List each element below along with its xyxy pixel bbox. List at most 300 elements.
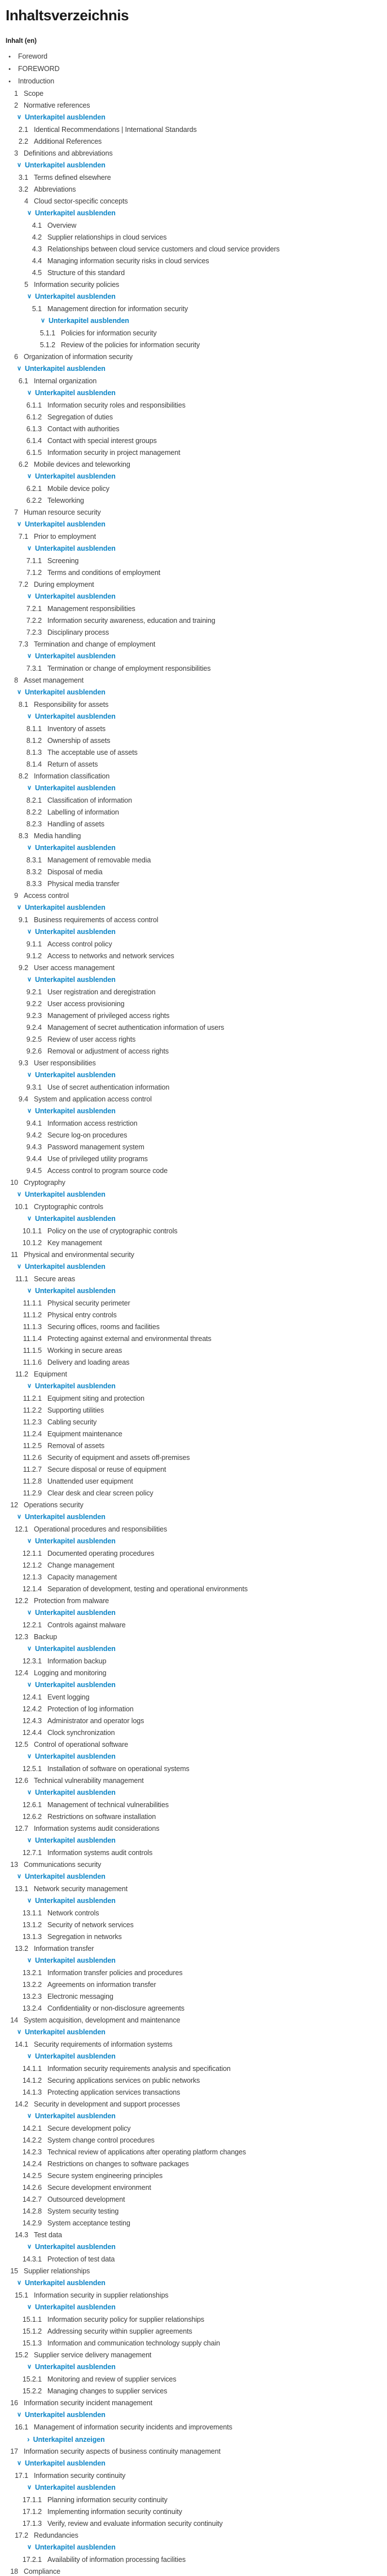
subchapter-hide-toggle[interactable] [6,210,381,218]
toc-item-15.2.2[interactable] [6,2388,381,2396]
toc-item-7.1.1[interactable] [6,557,381,565]
subchapter-hide-toggle[interactable] [6,593,381,601]
subchapter-toggle-label: Unterkapitel ausblenden [34,1752,116,1760]
toc-item-7.2.3[interactable] [6,629,381,637]
toc-item-14.2.1[interactable] [6,2125,381,2133]
toc-item-number: 4.3 [32,245,42,253]
toc-item-13.2.4[interactable] [6,2005,381,2013]
subchapter-hide-toggle[interactable] [6,473,381,481]
toc-item-label: Backup [34,1633,58,1641]
subchapter-hide-toggle[interactable] [6,2460,381,2468]
toc-item-8.2[interactable] [6,773,381,781]
toc-item-number: 13.1.1 [22,1909,42,1917]
toc-item-11.2.5[interactable] [6,1442,381,1450]
toc-item-14.1.1[interactable] [6,2065,381,2073]
toc-item-7.1.2[interactable] [6,569,381,577]
toc-item-14.2.7[interactable] [6,2196,381,2204]
toc-item-2.1[interactable] [6,126,381,134]
toc-item-3.1[interactable] [6,174,381,182]
toc-item-12.4.2[interactable] [6,1706,381,1714]
toc-item-12.1.3[interactable] [6,1574,381,1582]
toc-item-6.1.4[interactable] [6,437,381,445]
toc-item-label: Relationships between cloud service customers and cloud service providers [47,245,280,253]
subchapter-hide-toggle[interactable] [6,976,381,985]
toc-item-label: Protection from malware [34,1597,109,1605]
toc-item-10.1.1[interactable] [6,1228,381,1236]
toc-item-label: Information transfer policies and procedures [47,1969,183,1977]
toc-item-9.2.2[interactable] [6,1001,381,1008]
toc-item-13.2.3[interactable] [6,1993,381,2001]
toc-item-9.2.1[interactable] [6,989,381,997]
toc-item-12.1.2[interactable] [6,1562,381,1570]
toc-item-number: 12.6 [15,1777,28,1785]
toc-item-label: Handling of assets [47,820,105,828]
toc-item-6.2.1[interactable] [6,485,381,493]
toc-item-10.1[interactable] [6,1203,381,1211]
toc-item-17.2.1[interactable] [6,2556,381,2564]
toc-item-2[interactable] [6,102,381,110]
toc-item-11.2.4[interactable] [6,1431,381,1439]
toc-item-8.1.3[interactable] [6,749,381,757]
toc-item-12.3[interactable] [6,1634,381,1641]
subchapter-toggle-label: Unterkapitel ausblenden [34,293,116,300]
toc-item-12.4.4[interactable] [6,1729,381,1737]
toc-item-label: Classification of information [47,796,132,804]
subchapter-hide-toggle[interactable] [6,1837,381,1845]
toc-item-2.2[interactable] [6,138,381,146]
toc-item-12[interactable] [6,1502,381,1510]
toc-item-4.1[interactable] [6,222,381,230]
toc-item-12.6[interactable] [6,1777,381,1785]
toc-front-item-foreword[interactable] [6,65,381,74]
chevron-down-icon: ∨ [27,2484,32,2491]
subchapter-hide-toggle[interactable] [6,2304,381,2312]
subchapter-hide-toggle[interactable] [6,1609,381,1618]
toc-front-item-foreword[interactable] [6,53,381,61]
toc-item-7.2[interactable] [6,581,381,589]
toc-item-11.1.3[interactable] [6,1324,381,1331]
toc-item-label: Management responsibilities [47,605,135,613]
toc-item-9.2.4[interactable] [6,1024,381,1032]
toc-item-number: 11.1.1 [23,1299,42,1307]
subchapter-hide-toggle[interactable] [6,293,381,302]
toc-item-8.2.1[interactable] [6,797,381,805]
subchapter-toggle-label: Unterkapitel ausblenden [24,2411,105,2419]
toc-item-12.1.4[interactable] [6,1586,381,1594]
chevron-down-icon: ∨ [27,976,32,983]
toc-item-number: 9.1.1 [26,940,42,948]
subchapter-hide-toggle[interactable] [6,2484,381,2493]
toc-item-number: 11.1.4 [23,1335,42,1343]
toc-item-12.7[interactable] [6,1825,381,1833]
subchapter-hide-toggle[interactable] [6,2363,381,2372]
toc-item-8.2.3[interactable] [6,821,381,829]
toc-item-13.1.2[interactable] [6,1922,381,1929]
toc-item-13.2.1[interactable] [6,1969,381,1977]
subchapter-hide-toggle[interactable] [6,1287,381,1296]
toc-item-number: 11.1.5 [23,1347,42,1355]
toc-item-number: 12.2.1 [22,1621,42,1629]
toc-item-12.6.2[interactable] [6,1813,381,1821]
toc-item-7.2.2[interactable] [6,617,381,625]
toc-item-number: 13.2.4 [22,2004,42,2012]
toc-item-label: The acceptable use of assets [47,749,138,756]
toc-item-8.3.1[interactable] [6,857,381,865]
toc-item-label: Structure of this standard [47,269,125,277]
toc-item-9.1.2[interactable] [6,953,381,961]
toc-item-7.1[interactable] [6,533,381,541]
toc-item-label: Internal organization [34,377,97,385]
toc-item-label: Screening [47,557,79,565]
toc-item-number: 6.1.2 [26,413,42,421]
toc-item-9.3.1[interactable] [6,1084,381,1092]
toc-item-14.2.8[interactable] [6,2208,381,2216]
toc-item-12.7.1[interactable] [6,1849,381,1857]
subchapter-show-toggle[interactable] [6,2436,381,2444]
subchapter-hide-toggle[interactable] [6,1873,381,1882]
subchapter-hide-toggle[interactable] [6,1957,381,1966]
chevron-down-icon: ∨ [27,1753,32,1760]
toc-item-13.2[interactable] [6,1945,381,1953]
toc-item-14.2.3[interactable] [6,2149,381,2157]
toc-item-label: Supplier relationships [24,2267,90,2275]
toc-item-number: 7.2.3 [26,628,42,636]
toc-item-9.4.3[interactable] [6,1144,381,1152]
subchapter-hide-toggle[interactable] [6,365,381,374]
subchapter-hide-toggle[interactable] [6,545,381,554]
toc-item-13.2.2[interactable] [6,1981,381,1989]
subchapter-hide-toggle[interactable] [6,928,381,937]
toc-item-8.1.4[interactable] [6,761,381,769]
toc-item-7[interactable] [6,509,381,517]
toc-item-7.3[interactable] [6,641,381,649]
toc-item-label: Information and communication technology supply chain [47,2339,220,2347]
toc-item-11.1.1[interactable] [6,1300,381,1308]
toc-item-11.1.6[interactable] [6,1359,381,1367]
subchapter-hide-toggle[interactable] [6,1108,381,1116]
toc-item-17.1.3[interactable] [6,2520,381,2528]
toc-item-17.1.2[interactable] [6,2508,381,2516]
toc-item-6.1.1[interactable] [6,402,381,410]
subchapter-hide-toggle[interactable] [6,2053,381,2061]
toc-item-6.1.5[interactable] [6,449,381,457]
toc-item-13.1.3[interactable] [6,1933,381,1941]
subchapter-toggle-label: Unterkapitel ausblenden [34,2484,116,2491]
toc-item-7.2.1[interactable] [6,605,381,613]
toc-item-9.4.5[interactable] [6,1167,381,1175]
toc-item-4.2[interactable] [6,234,381,242]
subchapter-hide-toggle[interactable] [6,2544,381,2552]
toc-item-15.1.3[interactable] [6,2340,381,2348]
subchapter-hide-toggle[interactable] [6,1263,381,1272]
toc-item-label: Information security in project management [47,449,181,457]
subchapter-toggle-label: Unterkapitel ausblenden [34,2243,116,2251]
toc-front-item-introduction[interactable] [6,78,381,86]
toc-item-14.2.6[interactable] [6,2184,381,2192]
subchapter-hide-toggle[interactable] [6,1681,381,1690]
toc-item-number: 8.1.2 [26,737,42,745]
toc-item-17.2[interactable] [6,2532,381,2540]
toc-item-label: Secure areas [34,1275,76,1283]
subchapter-hide-toggle[interactable] [6,1191,381,1200]
subchapter-hide-toggle[interactable] [6,2029,381,2037]
toc-item-14.1.2[interactable] [6,2077,381,2085]
toc-item-8[interactable] [6,677,381,685]
toc-item-number: 6.1 [18,377,28,385]
toc-item-9.4[interactable] [6,1096,381,1104]
subchapter-hide-toggle[interactable] [6,317,381,326]
toc-item-16[interactable] [6,2400,381,2407]
toc-item-14.2.9[interactable] [6,2220,381,2228]
toc-item-12.6.1[interactable] [6,1802,381,1809]
toc-item-9.4.2[interactable] [6,1132,381,1140]
subchapter-hide-toggle[interactable] [6,1072,381,1080]
toc-item-5.1[interactable] [6,306,381,313]
subchapter-hide-toggle[interactable] [6,2113,381,2121]
toc-item-14[interactable] [6,2017,381,2025]
toc-item-8.3.3[interactable] [6,880,381,888]
toc-item-15.1.1[interactable] [6,2316,381,2324]
toc-item-8.2.2[interactable] [6,809,381,817]
toc-item-label: User access management [34,964,115,972]
toc-item-5.1.1[interactable] [6,330,381,338]
toc-item-12.1.1[interactable] [6,1550,381,1558]
chevron-down-icon: ∨ [17,1263,21,1270]
subchapter-toggle-label: Unterkapitel ausblenden [24,1190,105,1198]
subchapter-hide-toggle[interactable] [6,1789,381,1798]
toc-item-6[interactable] [6,353,381,361]
toc-item-9.4.4[interactable] [6,1156,381,1163]
chevron-down-icon: ∨ [17,365,21,372]
toc-item-6.1.2[interactable] [6,414,381,422]
toc-item-12.5[interactable] [6,1741,381,1749]
toc-item-10.1.2[interactable] [6,1240,381,1247]
chevron-down-icon: ∨ [27,390,32,396]
toc-item-14.2.5[interactable] [6,2172,381,2180]
toc-item-15.2.1[interactable] [6,2376,381,2384]
toc-item-12.2[interactable] [6,1597,381,1605]
toc-item-label: Administrator and operator logs [47,1717,144,1725]
toc-item-14.2[interactable] [6,2101,381,2109]
subchapter-hide-toggle[interactable] [6,1383,381,1391]
toc-item-label: Protection of log information [47,1705,134,1713]
toc-item-9.2.6[interactable] [6,1048,381,1056]
toc-item-number: 17.2 [15,2531,28,2539]
toc-item-label: System acquisition, development and maintenance [24,2016,181,2024]
toc-item-12.5.1[interactable] [6,1765,381,1773]
toc-item-14.1[interactable] [6,2041,381,2049]
toc-item-15.2[interactable] [6,2352,381,2360]
toc-item-number: 14.3 [15,2231,28,2239]
toc-item-14.2.4[interactable] [6,2161,381,2168]
toc-item-12.4.1[interactable] [6,1694,381,1702]
toc-item-number: 12.4.3 [22,1717,42,1725]
toc-item-label: Removal of assets [47,1442,105,1450]
toc-item-11.2.7[interactable] [6,1466,381,1474]
chevron-down-icon: ∨ [17,2029,21,2035]
toc-item-9.1[interactable] [6,917,381,924]
toc-item-9.2.3[interactable] [6,1012,381,1020]
toc-item-4.5[interactable] [6,269,381,277]
subchapter-hide-toggle[interactable] [6,1538,381,1546]
subchapter-hide-toggle[interactable] [6,904,381,913]
toc-item-4[interactable] [6,198,381,206]
toc-item-8.1.1[interactable] [6,725,381,733]
toc-item-14.1.3[interactable] [6,2089,381,2097]
toc-item-number: 11.2.6 [23,1454,42,1462]
toc-item-6.1.3[interactable] [6,426,381,433]
toc-item-11.2.6[interactable] [6,1454,381,1462]
toc-item-11[interactable] [6,1251,381,1259]
subchapter-toggle-label: Unterkapitel ausblenden [24,365,105,373]
toc-item-12.3.1[interactable] [6,1658,381,1666]
toc-item-label: Additional References [34,138,102,145]
toc-item-number: 9.4.5 [26,1167,42,1175]
toc-item-number: 15 [10,2267,18,2275]
toc-item-18[interactable] [6,2568,381,2576]
toc-item-6.2[interactable] [6,461,381,469]
toc-item-label: Management of technical vulnerabilities [47,1801,169,1809]
toc-item-number: 12.3 [15,1633,28,1641]
toc-item-14.2.2[interactable] [6,2137,381,2145]
subchapter-hide-toggle[interactable] [6,844,381,853]
toc-item-12.4[interactable] [6,1670,381,1678]
toc-item-3[interactable] [6,150,381,158]
toc-item-16.1[interactable] [6,2424,381,2432]
toc-item-number: 14.2.2 [22,2136,42,2144]
toc-item-17.1.1[interactable] [6,2497,381,2504]
subchapter-toggle-label: Unterkapitel ausblenden [34,389,116,397]
toc-item-label: Information security policies [34,281,120,289]
subchapter-hide-toggle[interactable] [6,390,381,398]
toc-item-11.1.4[interactable] [6,1335,381,1343]
subchapter-hide-toggle[interactable] [6,1645,381,1654]
toc-item-13[interactable] [6,1861,381,1869]
toc-item-11.2.9[interactable] [6,1490,381,1498]
toc-item-14.3[interactable] [6,2232,381,2239]
subchapter-toggle-label: Unterkapitel ausblenden [34,1382,116,1390]
subchapter-hide-toggle[interactable] [6,2280,381,2288]
toc-item-number: 9.2.4 [26,1024,42,1032]
toc-item-number: 9.4.3 [26,1143,42,1151]
subchapter-hide-toggle[interactable] [6,2243,381,2252]
toc-item-5.1.2[interactable] [6,342,381,349]
subchapter-hide-toggle[interactable] [6,162,381,170]
subchapter-hide-toggle[interactable] [6,713,381,722]
toc-item-8.3[interactable] [6,833,381,840]
toc-item-6.2.2[interactable] [6,497,381,505]
toc-item-12.2.1[interactable] [6,1622,381,1630]
subchapter-hide-toggle[interactable] [6,653,381,661]
toc-item-number: 11.1 [15,1275,28,1283]
toc-item-label: Policies for information security [61,329,157,337]
subchapter-toggle-label: Unterkapitel ausblenden [24,1513,105,1521]
toc-item-14.3.1[interactable] [6,2256,381,2264]
toc-item-13.1[interactable] [6,1885,381,1893]
toc-item-9.4.1[interactable] [6,1120,381,1128]
toc-item-number: 8.2.3 [26,820,42,828]
chevron-down-icon: ∨ [17,114,21,121]
toc-item-number: 14.2.3 [22,2148,42,2156]
toc-item-11.2.2[interactable] [6,1407,381,1415]
subchapter-hide-toggle[interactable] [6,2411,381,2420]
toc-item-9.3[interactable] [6,1060,381,1068]
toc-item-label: User responsibilities [34,1059,96,1067]
toc-item-number: 7 [14,508,18,516]
subchapter-hide-toggle[interactable] [6,785,381,793]
toc-item-label: Labelling of information [47,808,119,816]
toc-item-number: 13.2 [15,1945,28,1953]
toc-item-7.3.1[interactable] [6,665,381,673]
toc-item-label: Information systems audit considerations [34,1825,160,1833]
toc-item-label: Overview [47,222,77,229]
toc-item-11.2.1[interactable] [6,1395,381,1403]
subchapter-hide-toggle[interactable] [6,689,381,697]
subchapter-toggle-label: Unterkapitel ausblenden [24,2279,105,2287]
toc-item-3.2[interactable] [6,186,381,194]
toc-item-number: 14.2.9 [22,2219,42,2227]
toc-item-11.1.2[interactable] [6,1312,381,1320]
toc-item-17.1[interactable] [6,2472,381,2480]
toc-item-1[interactable] [6,90,381,98]
chevron-down-icon: ∨ [27,1789,32,1796]
toc-item-11.1[interactable] [6,1276,381,1283]
toc-item-12.4.3[interactable] [6,1718,381,1725]
toc-item-11.2.8[interactable] [6,1478,381,1486]
subchapter-hide-toggle[interactable] [6,1513,381,1522]
toc-item-number: 8.1.3 [26,749,42,756]
subchapter-hide-toggle[interactable] [6,521,381,529]
toc-item-13.1.1[interactable] [6,1910,381,1918]
toc-item-9.2.5[interactable] [6,1036,381,1044]
subchapter-hide-toggle[interactable] [6,1215,381,1224]
toc-item-11.2[interactable] [6,1371,381,1379]
toc-item-number: 13.2.1 [22,1969,42,1977]
toc-item-4.3[interactable] [6,246,381,254]
toc-item-9.2[interactable] [6,964,381,972]
toc-item-8.1.2[interactable] [6,737,381,745]
toc-item-9[interactable] [6,892,381,900]
toc-item-label: Removal or adjustment of access rights [47,1047,169,1055]
toc-item-17[interactable] [6,2448,381,2456]
toc-item-number: 9.2.2 [26,1000,42,1008]
toc-item-11.2.3[interactable] [6,1419,381,1427]
toc-item-8.1[interactable] [6,701,381,709]
toc-item-4.4[interactable] [6,258,381,265]
subchapter-toggle-label: Unterkapitel ausblenden [34,1957,116,1964]
toc-item-number: 14.2 [15,2100,28,2108]
toc-item-5[interactable] [6,281,381,289]
subchapter-hide-toggle[interactable] [6,1753,381,1761]
toc-item-10[interactable] [6,1179,381,1187]
toc-item-9.1.1[interactable] [6,941,381,949]
subchapter-hide-toggle[interactable] [6,114,381,122]
toc-item-label: Restrictions on changes to software packages [47,2160,189,2168]
toc-item-15.1.2[interactable] [6,2328,381,2336]
toc-item-6.1[interactable] [6,378,381,386]
toc-item-number: 14.2.1 [22,2124,42,2132]
subchapter-toggle-label: Unterkapitel ausblenden [34,1287,116,1295]
toc-item-15[interactable] [6,2268,381,2276]
toc-item-label: Information backup [47,1657,107,1665]
toc-item-12.1[interactable] [6,1526,381,1534]
toc-item-8.3.2[interactable] [6,869,381,877]
toc-item-15.1[interactable] [6,2292,381,2300]
toc-item-11.1.5[interactable] [6,1347,381,1355]
toc-item-number: 9.4.2 [26,1131,42,1139]
toc-item-number: 13.1.3 [22,1933,42,1941]
subchapter-hide-toggle[interactable] [6,1897,381,1906]
